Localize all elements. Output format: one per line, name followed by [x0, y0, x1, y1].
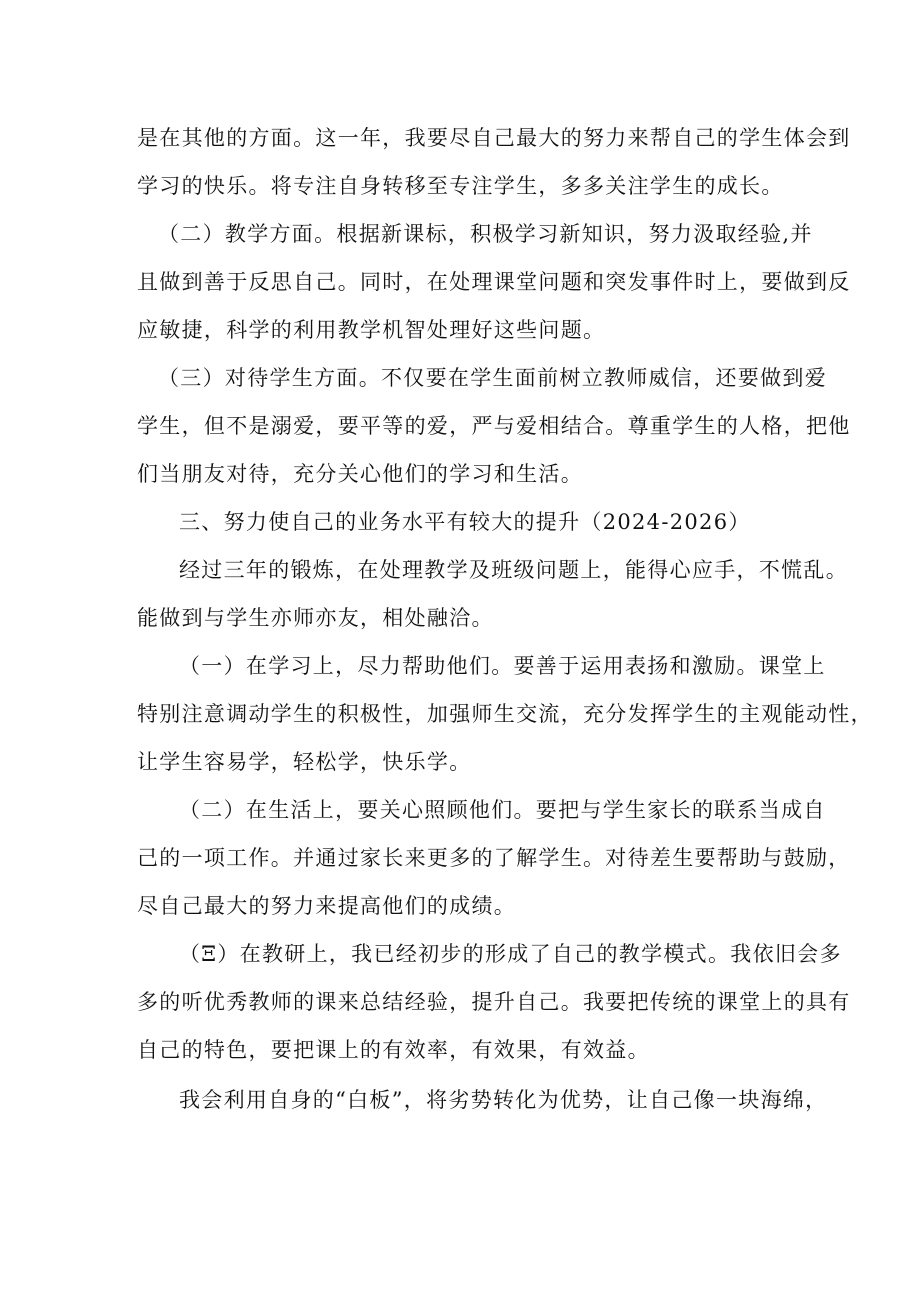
paragraph-6-line-3: 让学生容易学，轻松学，快乐学。 [137, 750, 472, 774]
paragraph-5-line-2: 能做到与学生亦师亦友，相处融洽。 [137, 606, 494, 630]
paragraph-6-line-2: 特别注意调动学生的积极性，加强师生交流，充分发挥学生的主观能动性， [137, 702, 873, 726]
paragraph-8-line-3: 自己的特色，要把课上的有效率，有效果，有效益。 [137, 1038, 650, 1062]
paragraph-1-line-2: 学习的快乐。将专注自身转移至专注学生，多多关注学生的成长。 [137, 174, 784, 198]
paragraph-1-line-1: 是在其他的方面。这一年，我要尽自己最大的努力来帮自己的学生体会到 [137, 126, 851, 150]
paragraph-5-line-1: 经过三年的锻炼，在处理教学及班级问题上，能得心应手，不慌乱。 [179, 558, 848, 582]
paragraph-3-line-2: 学生，但不是溺爱，要平等的爱，严与爱相结合。尊重学生的人格，把他 [137, 414, 851, 438]
paragraph-2-line-2: 且做到善于反思自己。同时，在处理课堂问题和突发事件时上，要做到反 [137, 270, 851, 294]
paragraph-7-line-3: 尽自己最大的努力来提高他们的成绩。 [137, 894, 517, 918]
paragraph-6-line-1: （一）在学习上，尽力帮助他们。要善于运用表扬和激励。课堂上 [179, 654, 826, 678]
paragraph-7-line-1: （二）在生活上，要关心照顾他们。要把与学生家长的联系当成自 [179, 798, 826, 822]
paragraph-7-line-2: 己的一项工作。并通过家长来更多的了解学生。对待差生要帮助与鼓励， [137, 846, 851, 870]
paragraph-8-line-1: （Ξ）在教研上，我已经初步的形成了自己的教学模式。我依旧会多 [179, 942, 842, 966]
section-heading: 三、努力使自己的业务水平有较大的提升（2024-2026） [179, 510, 751, 534]
paragraph-2-line-3: 应敏捷，科学的利用教学机智处理好这些问题。 [137, 318, 606, 342]
paragraph-8-line-2: 多的听优秀教师的课来总结经验，提升自己。我要把传统的课堂上的具有 [137, 990, 851, 1014]
paragraph-9-line-1: 我会利用自身的“白板”，将劣势转化为优势，让自己像一块海绵， [179, 1088, 828, 1112]
paragraph-3-line-1: （三）对待学生方面。不仅要在学生面前树立教师威信，还要做到爱 [158, 366, 827, 390]
paragraph-2-line-1: （二）教学方面。根据新课标，积极学习新知识，努力汲取经验,并 [158, 222, 813, 246]
paragraph-3-line-3: 们当朋友对待，充分关心他们的学习和生活。 [137, 462, 583, 486]
